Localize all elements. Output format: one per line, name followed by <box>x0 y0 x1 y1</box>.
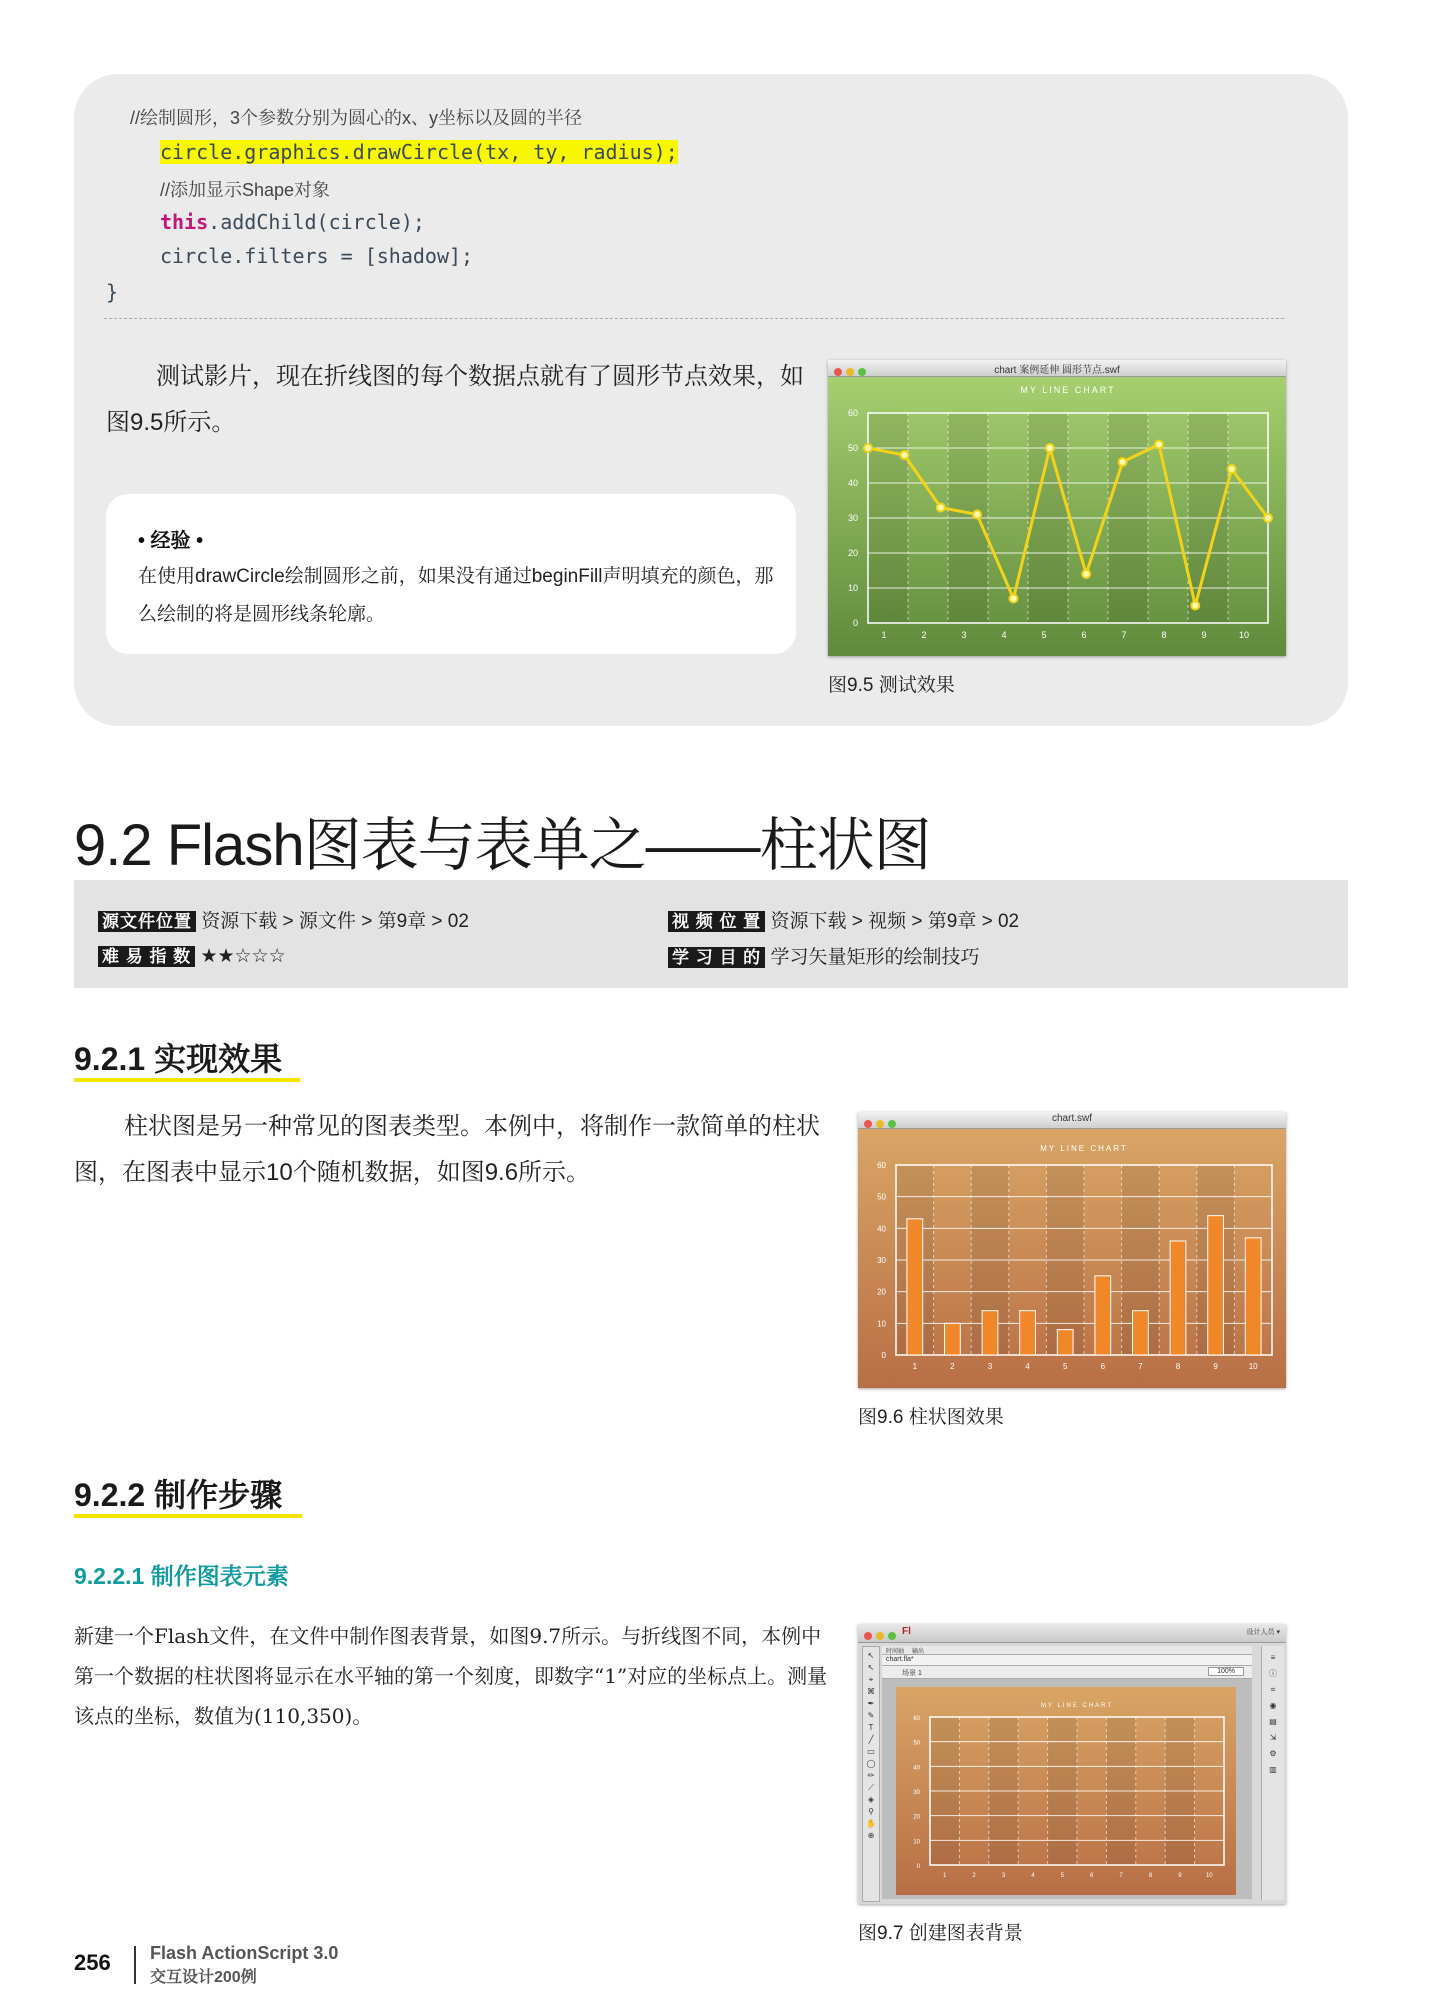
data-point <box>864 444 872 452</box>
y-tick-label: 0 <box>852 618 858 628</box>
window-titlebar <box>828 360 1286 377</box>
scene-label: 场景 1 <box>902 1670 922 1677</box>
x-tick-label: 10 <box>1205 1873 1213 1879</box>
ide-titlebar <box>858 1624 1286 1643</box>
code-line: circle.filters = [shadow]; <box>160 244 474 268</box>
x-tick-label: 7 <box>1138 1362 1143 1371</box>
data-point <box>1228 465 1236 473</box>
code-line: } <box>106 280 119 304</box>
y-tick-label: 10 <box>847 583 858 593</box>
data-point <box>1264 514 1272 522</box>
x-tick-label: 9 <box>1213 1362 1218 1371</box>
panel-icons[interactable]: ≡ ⓘ ⌗ ◉ ▤ ⇲ ⚙ ▥ <box>1269 1653 1277 1774</box>
code-line <box>160 140 678 164</box>
zoom-select[interactable]: 100% <box>1208 1667 1244 1676</box>
book-title: Flash ActionScript 3.0 <box>150 1943 339 1963</box>
book-subtitle: 交互设计200例 <box>150 1969 257 1986</box>
y-tick-label: 40 <box>877 1224 886 1234</box>
footer-divider <box>134 1946 136 1984</box>
info-tag: 源文件位置 <box>98 911 196 932</box>
info-difficulty <box>98 942 286 968</box>
window-titlebar <box>858 1112 1286 1129</box>
data-point <box>1155 441 1163 449</box>
section-title: 9.2 Flash图表与表单之——柱状图 <box>74 813 931 878</box>
window-title: chart.swf <box>1051 1113 1092 1124</box>
y-tick-label: 0 <box>916 1864 920 1870</box>
chart-title: MY LINE CHART <box>1020 385 1116 395</box>
x-tick-label: 7 <box>1121 630 1127 640</box>
code-comment: //添加显示Shape对象 <box>160 180 331 200</box>
y-tick-label: 50 <box>913 1740 920 1747</box>
figure-caption: 图9.5 测试效果 <box>828 675 955 696</box>
dotted-divider <box>104 318 1284 319</box>
x-tick-label: 5 <box>1062 1362 1068 1371</box>
y-tick-label: 10 <box>877 1319 886 1329</box>
tool-icons[interactable]: ↖ ↖ ⌖ ⌘ ✒ ✎ T ╱ ▭ ◯ ✏ ⟋ ◈ ⚲ ✋ ⊕ <box>866 1651 876 1840</box>
y-tick-label: 60 <box>877 1161 886 1170</box>
code-line <box>160 210 425 234</box>
info-tag: 视 频 位 置 <box>668 911 765 932</box>
x-tick-label: 1 <box>881 630 887 640</box>
data-point <box>1119 458 1127 466</box>
data-point <box>937 504 945 512</box>
subsection-title: 9.2.2 制作步骤 <box>74 1477 283 1513</box>
bar <box>907 1219 923 1355</box>
document-tab[interactable]: chart.fla* <box>886 1656 914 1663</box>
y-tick-label: 0 <box>881 1351 886 1360</box>
window-title: chart 案例延伸 圆形节点.swf <box>994 365 1120 376</box>
document-tab-bar <box>882 1655 1252 1666</box>
line-chart-window <box>828 360 1286 656</box>
data-point <box>1082 570 1090 578</box>
tools-panel <box>862 1646 880 1902</box>
flash-app-label: Fl <box>902 1626 911 1637</box>
y-tick-label: 40 <box>913 1765 920 1772</box>
bar <box>1095 1276 1111 1355</box>
y-tick-label: 20 <box>847 548 858 558</box>
code-text: .addChild(circle); <box>208 210 425 234</box>
tip-body: 在使用drawCircle绘制圆形之前，如果没有通过beginFill声明填充的颜色，那么绘制的将是圆形线条轮廓。 <box>138 566 774 625</box>
title-underline <box>74 1514 302 1518</box>
difficulty-stars: ★★☆☆☆ <box>200 946 286 967</box>
edit-bar <box>882 1666 1252 1679</box>
info-goal <box>668 942 979 969</box>
chart-title: MY LINE CHART <box>1040 1703 1114 1709</box>
tab-timeline[interactable]: 时间轴 <box>886 1649 905 1655</box>
bar <box>1020 1311 1036 1355</box>
data-point <box>900 451 908 459</box>
x-tick-label: 1 <box>943 1873 947 1879</box>
data-point <box>1009 595 1017 603</box>
bar <box>1133 1311 1149 1355</box>
tab-output[interactable]: 输出 <box>912 1649 925 1655</box>
x-tick-label: 5 <box>1041 630 1047 640</box>
x-tick-label: 10 <box>1248 1362 1258 1371</box>
close-icon[interactable] <box>864 1632 872 1640</box>
x-tick-label: 2 <box>972 1873 976 1879</box>
bar <box>1170 1241 1186 1355</box>
code-keyword: this <box>160 210 209 234</box>
x-tick-label: 4 <box>1001 630 1007 640</box>
x-tick-label: 9 <box>1178 1873 1182 1879</box>
x-tick-label: 9 <box>1201 630 1207 640</box>
y-tick-label: 50 <box>847 443 858 453</box>
panel-tabs <box>882 1646 1252 1655</box>
minimize-icon[interactable] <box>876 1632 884 1640</box>
bar <box>1208 1216 1224 1355</box>
y-tick-label: 20 <box>913 1814 920 1821</box>
code-comment: //绘制圆形，3个参数分别为圆心的x、y坐标以及圆的半径 <box>130 108 583 128</box>
x-tick-label: 3 <box>961 630 967 640</box>
chart-title: MY LINE CHART <box>1040 1144 1128 1153</box>
subsection-paragraph: 柱状图是另一种常见的图表类型。本例中，将制作一款简单的柱状图，在图表中显示10个随机数据，如图9.6所示。 <box>74 1113 820 1186</box>
x-tick-label: 7 <box>1119 1873 1123 1879</box>
info-value: 资源下载 > 源文件 > 第9章 > 02 <box>201 911 469 932</box>
step-title: 9.2.2.1 制作图表元素 <box>74 1563 289 1589</box>
bar <box>1057 1330 1073 1355</box>
y-tick-label: 30 <box>877 1256 886 1265</box>
x-tick-label: 4 <box>1031 1873 1035 1879</box>
figure-caption: 图9.6 柱状图效果 <box>858 1407 1004 1428</box>
x-tick-label: 8 <box>1175 1362 1181 1371</box>
subsection-title: 9.2.1 实现效果 <box>74 1041 283 1077</box>
y-tick-label: 10 <box>913 1839 920 1846</box>
bar <box>945 1323 961 1355</box>
y-tick-label: 30 <box>847 513 858 523</box>
properties-panel <box>1261 1646 1284 1900</box>
data-point <box>1191 602 1199 610</box>
data-point <box>973 511 981 519</box>
x-tick-label: 3 <box>1001 1873 1006 1879</box>
figure-caption: 图9.7 创建图表背景 <box>858 1923 1023 1944</box>
x-tick-label: 2 <box>921 630 927 640</box>
title-underline <box>74 1078 300 1082</box>
chart-background <box>882 1679 1252 1899</box>
bar-chart-window <box>858 1112 1286 1388</box>
data-point <box>1046 444 1054 452</box>
info-tag: 学 习 目 的 <box>668 947 765 968</box>
info-tag: 难 易 指 数 <box>98 946 195 967</box>
step-paragraph: 新建一个Flash文件，在文件中制作图表背景，如图9.7所示。与折线图不同，本例中第一个数据的柱状图将显示在水平轴的第一个刻度，即数字“1”对应的坐标点上。测量该点的坐标，数值为(110,350)。 <box>74 1624 828 1728</box>
x-tick-label: 6 <box>1100 1362 1106 1371</box>
x-tick-label: 6 <box>1090 1873 1094 1879</box>
info-source <box>98 906 469 933</box>
intro-paragraph: 测试影片，现在折线图的每个数据点就有了圆形节点效果，如图9.5所示。 <box>106 363 804 436</box>
y-tick-label: 60 <box>913 1716 920 1722</box>
y-tick-label: 30 <box>913 1790 920 1796</box>
info-value: 学习矢量矩形的绘制技巧 <box>770 947 980 968</box>
highlighted-code: circle.graphics.drawCircle(tx, ty, radius); <box>160 140 678 164</box>
x-tick-label: 6 <box>1081 630 1087 640</box>
y-tick-label: 20 <box>877 1287 886 1297</box>
traffic-lights <box>864 1627 900 1645</box>
info-video <box>668 906 1019 933</box>
bar <box>982 1311 998 1355</box>
page-number: 256 <box>74 1950 111 1975</box>
y-tick-label: 50 <box>877 1192 886 1202</box>
x-tick-label: 2 <box>950 1362 955 1371</box>
tip-title: • 经验 • <box>138 530 204 552</box>
bar-chart <box>858 1129 1286 1388</box>
flash-ide-window <box>858 1624 1286 1904</box>
workspace-switcher[interactable]: 设计人员 ▾ <box>1246 1629 1280 1636</box>
zoom-icon[interactable] <box>888 1632 896 1640</box>
y-tick-label: 60 <box>847 408 858 418</box>
bar <box>1245 1238 1261 1355</box>
info-value: 资源下载 > 视频 > 第9章 > 02 <box>770 911 1020 932</box>
x-tick-label: 5 <box>1060 1873 1064 1879</box>
x-tick-label: 10 <box>1238 630 1250 640</box>
x-tick-label: 3 <box>987 1362 993 1371</box>
stage-area <box>882 1679 1252 1899</box>
y-tick-label: 40 <box>847 478 858 488</box>
info-bar <box>74 880 1348 988</box>
x-tick-label: 8 <box>1161 630 1167 640</box>
line-chart <box>828 377 1286 656</box>
x-tick-label: 8 <box>1148 1873 1153 1879</box>
x-tick-label: 4 <box>1025 1362 1030 1371</box>
x-tick-label: 1 <box>912 1362 918 1371</box>
